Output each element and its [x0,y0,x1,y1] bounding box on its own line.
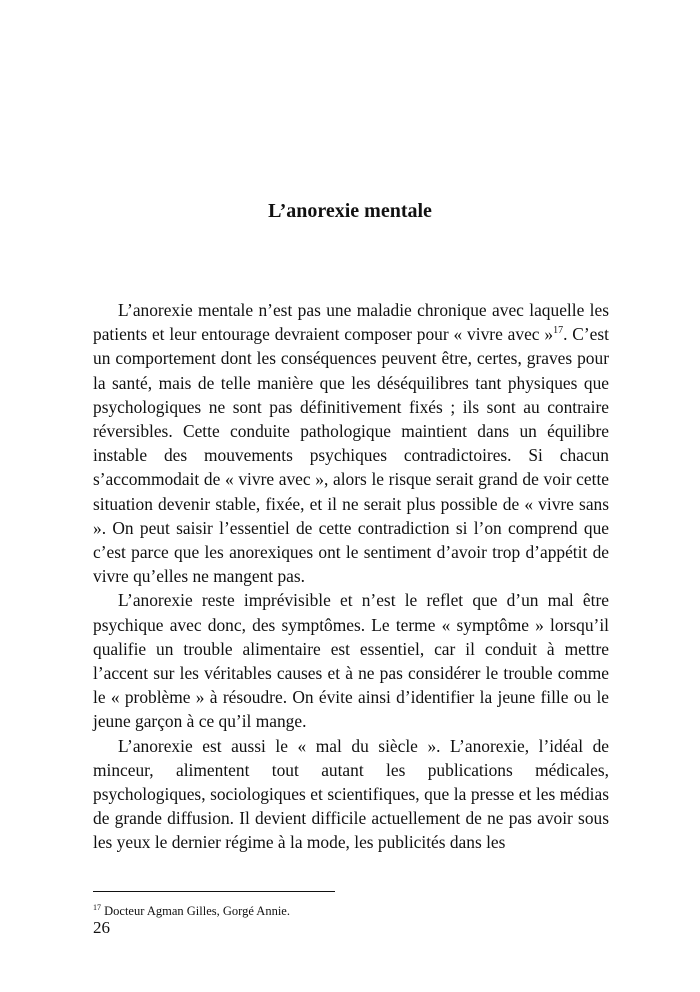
paragraph: L’anorexie reste imprévisible et n’est le reflet que d’un mal être psychique avec donc, des symptômes. Le terme « symptôme » lorsqu’il qualifie un trouble alimentaire est essentiel, car il conduit à mettre l’accent sur les véritables causes et à ne pas considérer le trouble comme le « problème » à résoudre. On évite ainsi d’identifier la jeune fille ou le jeune garçon à ce qu’il mange. [93,590,609,732]
paragraph-text: . C’est un comportement dont les conséquences peuvent être, certes, graves pour la santé, mais de telle manière que les déséquilibres tant physiques que psychologiques ne sont pas définitivement fixés ; ils sont au contraire réversibles. Cette conduite pathologique maintient dans un équilibre instable des mouvements psychiques contradictoires. Si chacun s’accommodait de « vivre avec », alors le risque serait grand de voir cette situation devenir stable, fixée, et il ne serait plus possible de « vivre sans ». On peut saisir l’essentiel de cette contradiction si l’on comprend que c’est parce que les anorexiques ont le sentiment d’avoir trop d’appétit de vivre qu’elles ne mangent pas. [93,324,610,587]
paragraph [93,298,609,588]
footnote-separator [93,891,335,892]
footnote-number: 17 [93,902,101,912]
paragraph-text: L’anorexie mentale n’est pas une maladie chronique avec laquelle les patients et leur entourage devraient composer pour « vivre avec » [93,300,609,345]
paragraph: L’anorexie est aussi le « mal du siècle ». L’anorexie, l’idéal de minceur, alimentent tout autant les publications médicales, psychologiques, sociologiques et scientifiques, que la presse et les médias de grande diffusion. Il devient difficile actuellement de ne pas avoir sous les yeux le dernier régime à la mode, les publicités dans les [93,735,609,853]
footnote [93,903,290,919]
footnote-reference[interactable]: 17 [553,325,564,337]
chapter-title: L’anorexie mentale [268,200,432,222]
footnote-text: Docteur Agman Gilles, Gorgé Annie. [101,904,290,918]
page-number: 26 [93,918,110,937]
body-text [93,298,609,855]
